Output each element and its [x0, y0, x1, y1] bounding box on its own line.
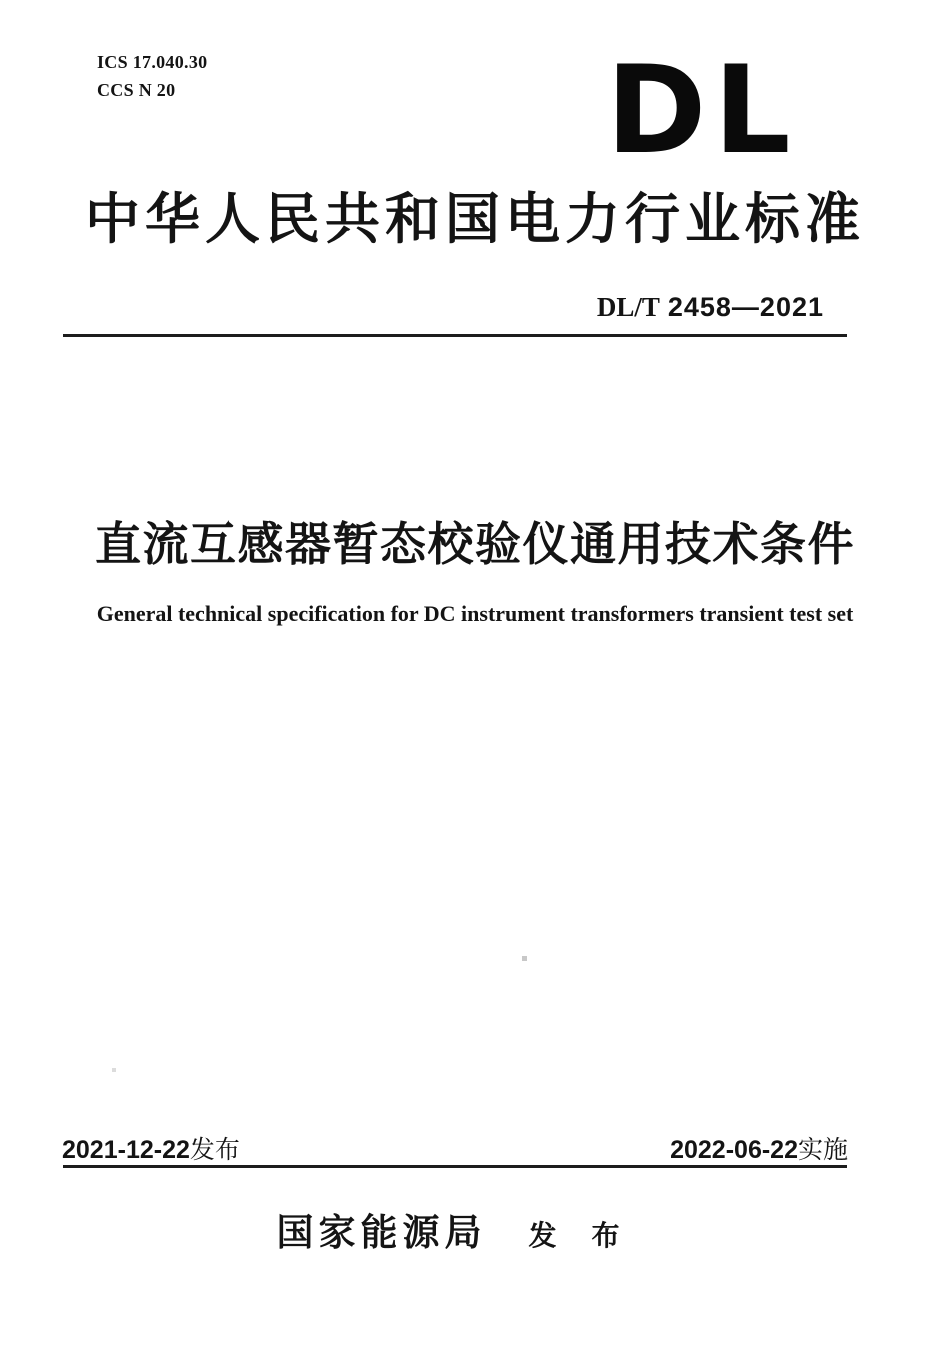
date-row — [62, 1130, 848, 1166]
issuer-row — [0, 1202, 930, 1256]
header-divider-line — [63, 334, 847, 337]
standard-category-title: 中华人民共和国电力行业标准 — [84, 189, 865, 250]
ics-code: ICS 17.040.30 — [97, 52, 208, 72]
footer-divider-line — [63, 1165, 847, 1168]
implement-label: 实施 — [797, 1136, 848, 1164]
scan-artifact-dot — [112, 1068, 116, 1072]
ccs-code: CCS N 20 — [97, 80, 176, 100]
standard-code-number: 2458—2021 — [667, 292, 824, 322]
standard-code — [597, 292, 824, 323]
classification-codes — [97, 48, 207, 104]
implement-date-block — [670, 1130, 848, 1166]
issuer-action: 发 布 — [528, 1221, 634, 1252]
issue-label: 发布 — [189, 1136, 240, 1164]
implement-date: 2022-06-22 — [670, 1136, 798, 1164]
scan-artifact-dot — [522, 956, 527, 961]
issue-date: 2021-12-22 — [62, 1136, 190, 1164]
standard-code-prefix: DL/T — [596, 292, 660, 322]
main-title-chinese: 直流互感器暂态校验仪通用技术条件 — [95, 518, 855, 570]
dl-logo: DL — [606, 40, 798, 181]
issue-date-block — [62, 1130, 240, 1166]
main-title-english: General technical specification for DC instrument transformers transient test set — [96, 601, 854, 626]
issuer-name: 国家能源局 — [276, 1213, 487, 1254]
